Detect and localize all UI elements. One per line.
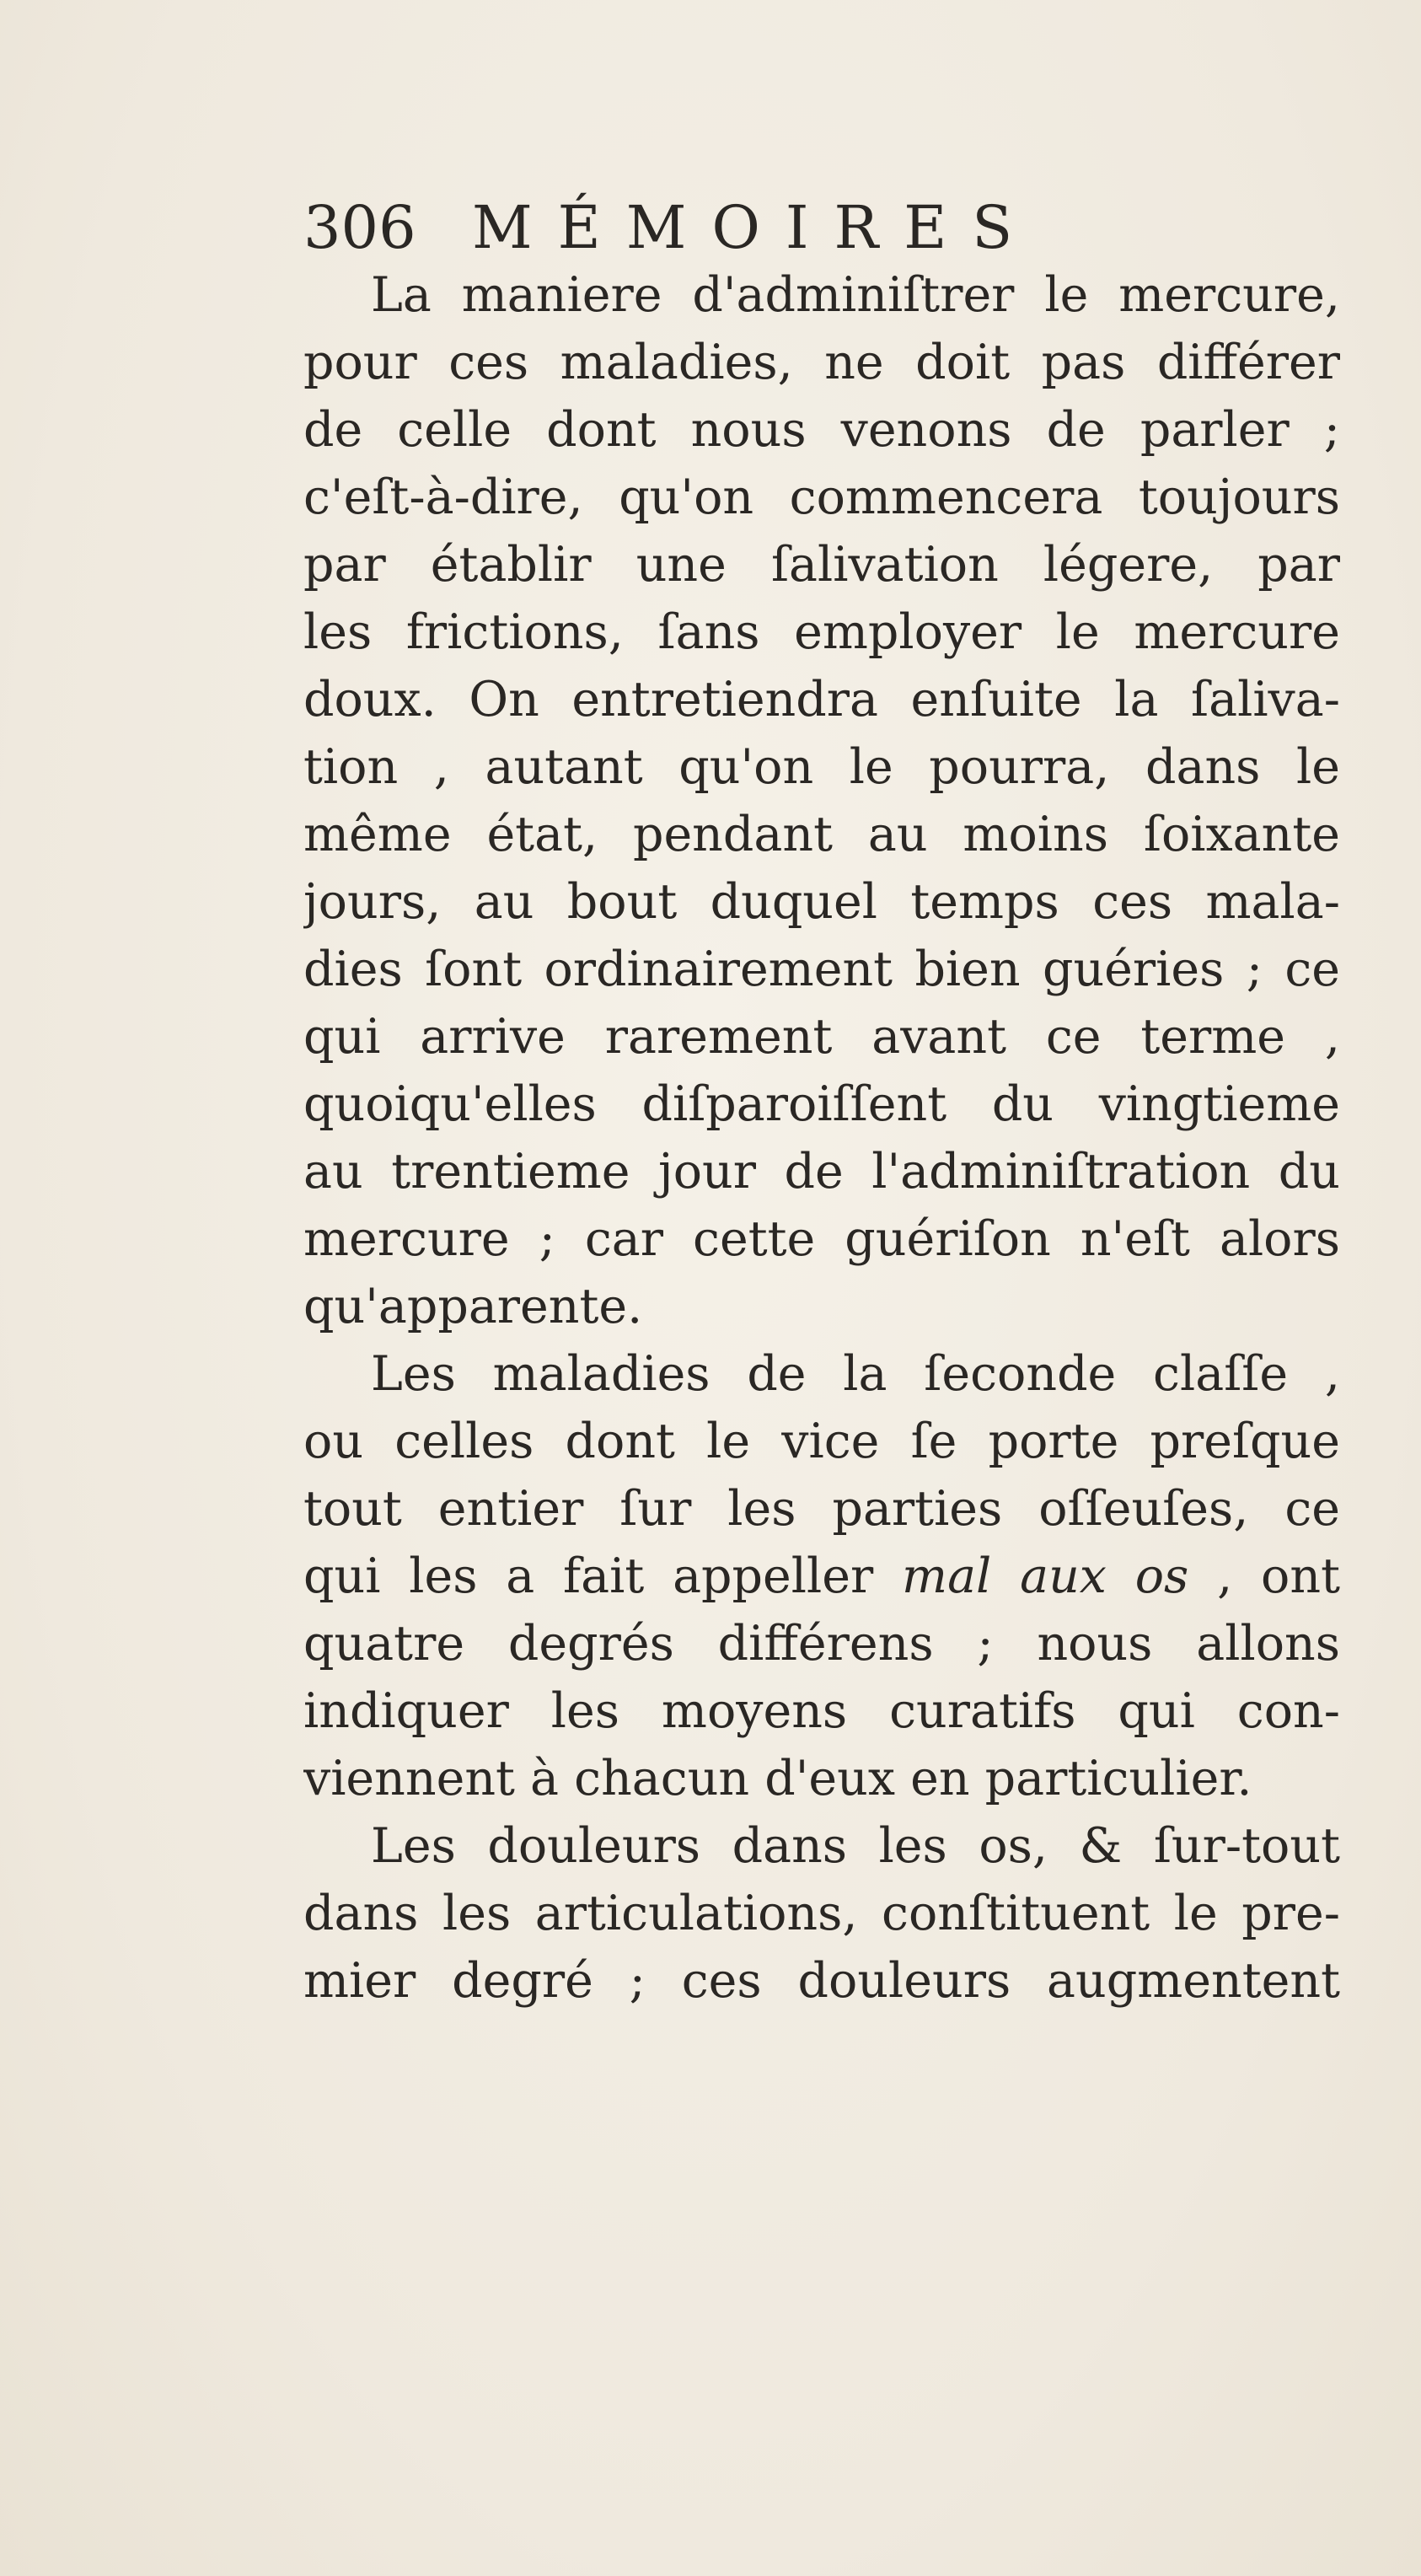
text-line: mier degré ; ces douleurs augmentent bbox=[303, 1953, 1340, 2009]
text-line: dies ſont ordinairement bien guéries ; ce bbox=[303, 942, 1340, 997]
text-line: pour ces maladies, ne doit pas différer bbox=[303, 335, 1340, 390]
text-line: mercure ; car cette guériſon n'eſt alors bbox=[303, 1211, 1340, 1267]
text-segment: qui les a fait appeller bbox=[303, 1548, 874, 1604]
text-line: tion , autant qu'on le pourra, dans le bbox=[303, 739, 1340, 795]
page-number: 306 bbox=[303, 193, 416, 262]
text-line: de celle dont nous venons de parler ; bbox=[303, 402, 1340, 458]
text-line: par établir une ſalivation légere, par bbox=[303, 537, 1340, 593]
text-line: au trentieme jour de l'adminiſtration du bbox=[303, 1144, 1340, 1199]
text-line: Les maladies de la ſeconde claſſe , bbox=[371, 1346, 1340, 1402]
text-line: tout entier ſur les parties oſſeuſes, ce bbox=[303, 1481, 1340, 1537]
text-line: La maniere d'adminiſtrer le mercure, bbox=[371, 267, 1340, 323]
text-line: dans les articulations, conſtituent le pre- bbox=[303, 1886, 1340, 1941]
running-head bbox=[303, 185, 1146, 270]
text-line: ou celles dont le vice ſe porte preſque bbox=[303, 1414, 1340, 1469]
text-line: indiquer les moyens curatifs qui con- bbox=[303, 1683, 1340, 1739]
text-line: quoiqu'elles diſparoiſſent du vingtieme bbox=[303, 1076, 1340, 1132]
text-line: même état, pendant au moins ſoixante bbox=[303, 807, 1340, 862]
text-line: jours, au bout duquel temps ces mala- bbox=[303, 874, 1340, 930]
text-line: c'eſt-à-dire, qu'on commencera toujours bbox=[303, 470, 1340, 525]
text-line-with-italic bbox=[303, 1543, 1340, 1610]
text-line: doux. On entretiendra enſuite la ſaliva- bbox=[303, 672, 1340, 727]
text-line: les frictions, ſans employer le mercure bbox=[303, 604, 1340, 660]
text-line: qu'apparente. bbox=[303, 1279, 643, 1334]
text-line: qui arrive rarement avant ce terme , bbox=[303, 1009, 1340, 1065]
italic-term: mal aux os bbox=[902, 1548, 1189, 1604]
body-text bbox=[303, 261, 1340, 2015]
text-line: quatre degrés différens ; nous allons bbox=[303, 1616, 1340, 1672]
text-line: Les douleurs dans les os, & ſur-tout bbox=[371, 1818, 1340, 1874]
text-segment: , ont bbox=[1217, 1548, 1340, 1604]
text-line: viennent à chacun d'eux en particulier. bbox=[303, 1751, 1252, 1806]
running-title: MÉMOIRES bbox=[472, 193, 1038, 262]
